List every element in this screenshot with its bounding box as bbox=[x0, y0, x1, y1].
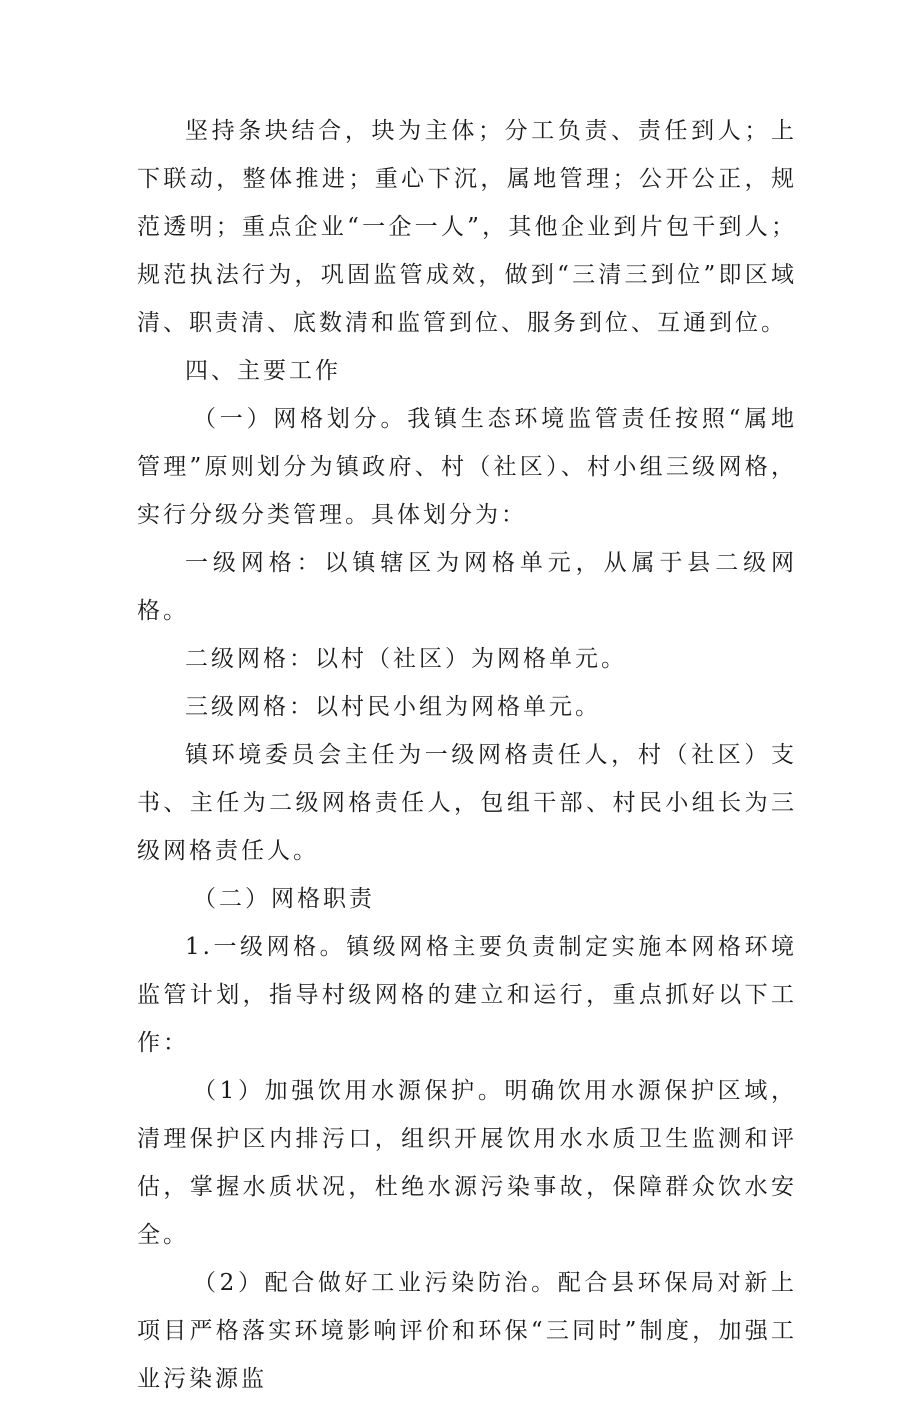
paragraph-grid-division: （一）网格划分。我镇生态环境监管责任按照“属地管理”原则划分为镇政府、村（社区）、村小组三级网格，实行分级分类管理。具体划分为： bbox=[137, 406, 797, 528]
document-body bbox=[137, 107, 797, 1403]
paragraph-industrial-pollution: （2）配合做好工业污染防治。配合县环保局对新上项目严格落实环境影响评价和环保“三同时”制度，加强工业污染源监 bbox=[137, 1270, 797, 1392]
section-heading-main-work: 四、主要工作 bbox=[185, 358, 341, 384]
paragraph-grid-level-2: 二级网格：以村（社区）为网格单元。 bbox=[185, 646, 627, 672]
paragraph-grid-level-1: 一级网格：以镇辖区为网格单元，从属于县二级网格。 bbox=[137, 550, 797, 624]
paragraph-level-1-duties: 1.一级网格。镇级网格主要负责制定实施本网格环境监管计划，指导村级网格的建立和运行，重点抓好以下工作： bbox=[137, 934, 797, 1056]
subheading-grid-duties: （二）网格职责 bbox=[193, 886, 375, 912]
paragraph-grid-responsible: 镇环境委员会主任为一级网格责任人，村（社区）支书、主任为二级网格责任人，包组干部、村民小组长为三级网格责任人。 bbox=[137, 742, 797, 864]
paragraph-principles: 坚持条块结合，块为主体；分工负责、责任到人；上下联动，整体推进；重心下沉，属地管理；公开公正，规范透明；重点企业“一企一人”，其他企业到片包干到人；规范执法行为，巩固监管成效，做到“三清三到位”即区域清、职责清、底数清和监管到位、服务到位、互通到位。 bbox=[137, 118, 797, 336]
paragraph-water-protection: （1）加强饮用水源保护。明确饮用水源保护区域，清理保护区内排污口，组织开展饮用水水质卫生监测和评估，掌握水质状况，杜绝水源污染事故，保障群众饮水安全。 bbox=[137, 1078, 797, 1248]
paragraph-grid-level-3: 三级网格：以村民小组为网格单元。 bbox=[185, 694, 601, 720]
